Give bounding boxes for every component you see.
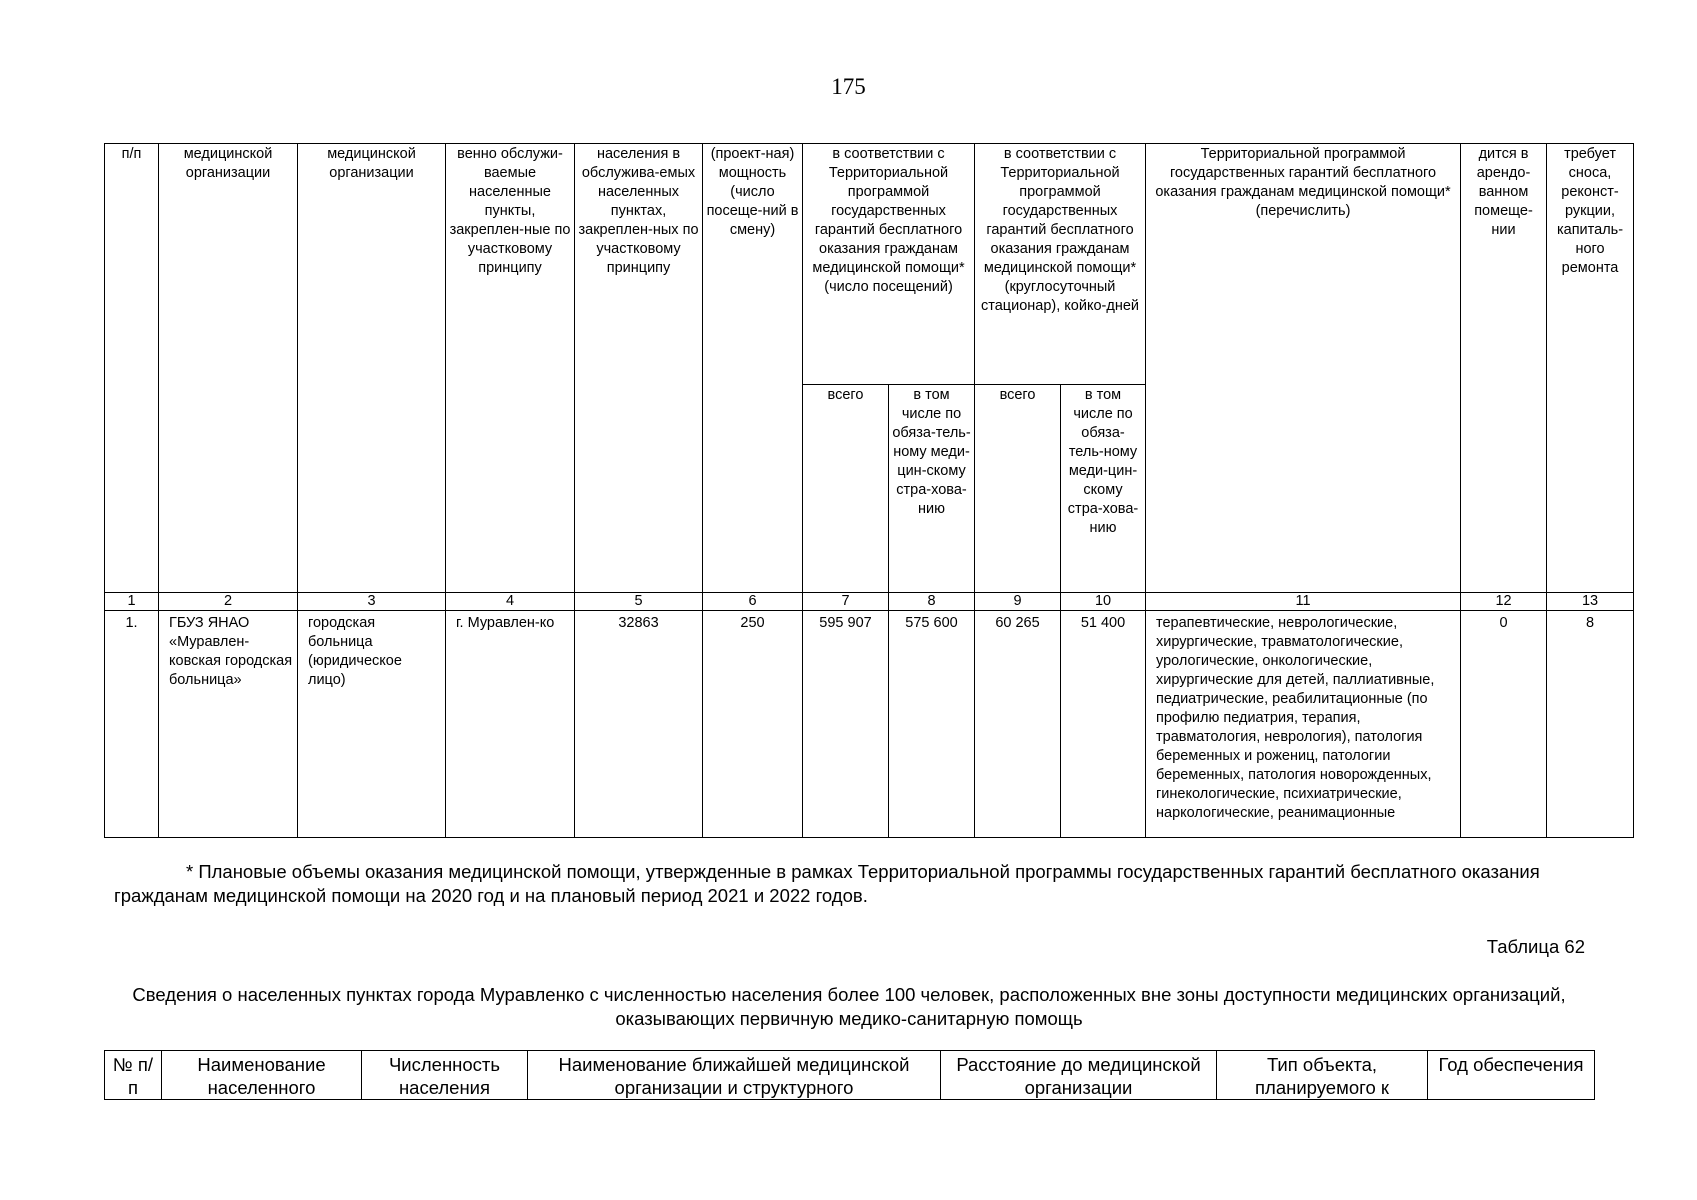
column-number: 1 [105, 593, 159, 611]
header-cell: Расстояние до медицинской организации [941, 1051, 1217, 1100]
visits-total: 595 907 [803, 611, 889, 838]
header-cell: Тип объекта, планируемого к [1217, 1051, 1428, 1100]
visits-oms: 575 600 [889, 611, 975, 838]
column-number: 13 [1547, 593, 1634, 611]
row-number: 1. [105, 611, 159, 838]
org-name: ГБУЗ ЯНАО «Муравлен-ковская городская больница» [159, 611, 298, 838]
header-cell: Численность населения [362, 1051, 528, 1100]
header-cell: населения в обслужива-емых населенных пунктах, закреплен-ных по участковому принципу [575, 144, 703, 593]
header-cell: дится в арендо-ванном помеще-нии [1461, 144, 1547, 593]
column-number: 9 [975, 593, 1061, 611]
header-cell: Наименование ближайшей медицинской организации и структурного [528, 1051, 941, 1100]
header-row [105, 1051, 1595, 1100]
column-number: 11 [1146, 593, 1461, 611]
header-row [105, 144, 1634, 385]
page-number: 175 [831, 74, 866, 99]
medical-organizations-table [104, 143, 1634, 838]
capacity: 250 [703, 611, 803, 838]
header-cell: в соответствии с Территориальной программой государственных гарантий бесплатного оказания гражданам медицинской помощи* (число посещений) [803, 144, 975, 385]
column-number: 6 [703, 593, 803, 611]
header-cell: в соответствии с Территориальной программой государственных гарантий бесплатного оказания гражданам медицинской помощи* (круглосуточный стационар), койко-дней [975, 144, 1146, 385]
header-cell: Территориальной программой государственных гарантий бесплатного оказания гражданам медицинской помощи* (перечислить) [1146, 144, 1461, 593]
repair-required: 8 [1547, 611, 1634, 838]
subheader-cell: в том числе по обяза-тель-ному меди-цин-скому стра-хова-нию [1061, 385, 1146, 593]
column-number-row [105, 593, 1634, 611]
column-number: 12 [1461, 593, 1547, 611]
header-cell: Наименование населенного [162, 1051, 362, 1100]
header-cell: № п/п [105, 1051, 162, 1100]
subheader-cell: всего [975, 385, 1061, 593]
column-number: 8 [889, 593, 975, 611]
column-number: 7 [803, 593, 889, 611]
table-row [105, 611, 1634, 838]
settlements-table [104, 1050, 1595, 1100]
table-title: Сведения о населенных пунктах города Муравленко с численностью населения более 100 человек, расположенных вне зоны доступности медицинских организаций, оказывающих первичную медико-санитарную помощь [132, 984, 1566, 1029]
org-type: городская больница (юридическое лицо) [298, 611, 446, 838]
header-cell: требует сноса, реконст-рукции, капиталь-ного ремонта [1547, 144, 1634, 593]
population: 32863 [575, 611, 703, 838]
header-cell: медицинской организации [298, 144, 446, 593]
header-cell: п/п [105, 144, 159, 593]
column-number: 5 [575, 593, 703, 611]
header-cell: (проект-ная) мощность (число посеще-ний в смену) [703, 144, 803, 593]
header-cell: Год обеспечения [1428, 1051, 1595, 1100]
column-number: 10 [1061, 593, 1146, 611]
rented-premises: 0 [1461, 611, 1547, 838]
column-number: 4 [446, 593, 575, 611]
footnote: * Плановые объемы оказания медицинской помощи, утвержденные в рамках Территориальной программы государственных гарантий бесплатного оказания гражданам медицинской помощи на 2020 год и на плановый период 2021 и 2022 годов. [114, 861, 1540, 906]
table-label: Таблица 62 [1486, 936, 1585, 957]
header-cell: венно обслужи-ваемые населенные пункты, закреплен-ные по участковому принципу [446, 144, 575, 593]
column-number: 2 [159, 593, 298, 611]
care-profiles: терапевтические, неврологические, хирургические, травматологические, урологические, онкологические, хирургические для детей, паллиативные, педиатрические, реабилитационные (по профилю педиатрия, терапия, травматология, неврология), патология беременных и рожениц, патологии беременных, патология новорожденных, гинекологические, психиатрические, наркологические, реанимационные [1146, 611, 1461, 838]
beds-total: 60 265 [975, 611, 1061, 838]
settlements: г. Муравлен-ко [446, 611, 575, 838]
beds-oms: 51 400 [1061, 611, 1146, 838]
subheader-cell: в том числе по обяза-тель-ному меди-цин-скому стра-хова-нию [889, 385, 975, 593]
subheader-cell: всего [803, 385, 889, 593]
header-cell: медицинской организации [159, 144, 298, 593]
column-number: 3 [298, 593, 446, 611]
